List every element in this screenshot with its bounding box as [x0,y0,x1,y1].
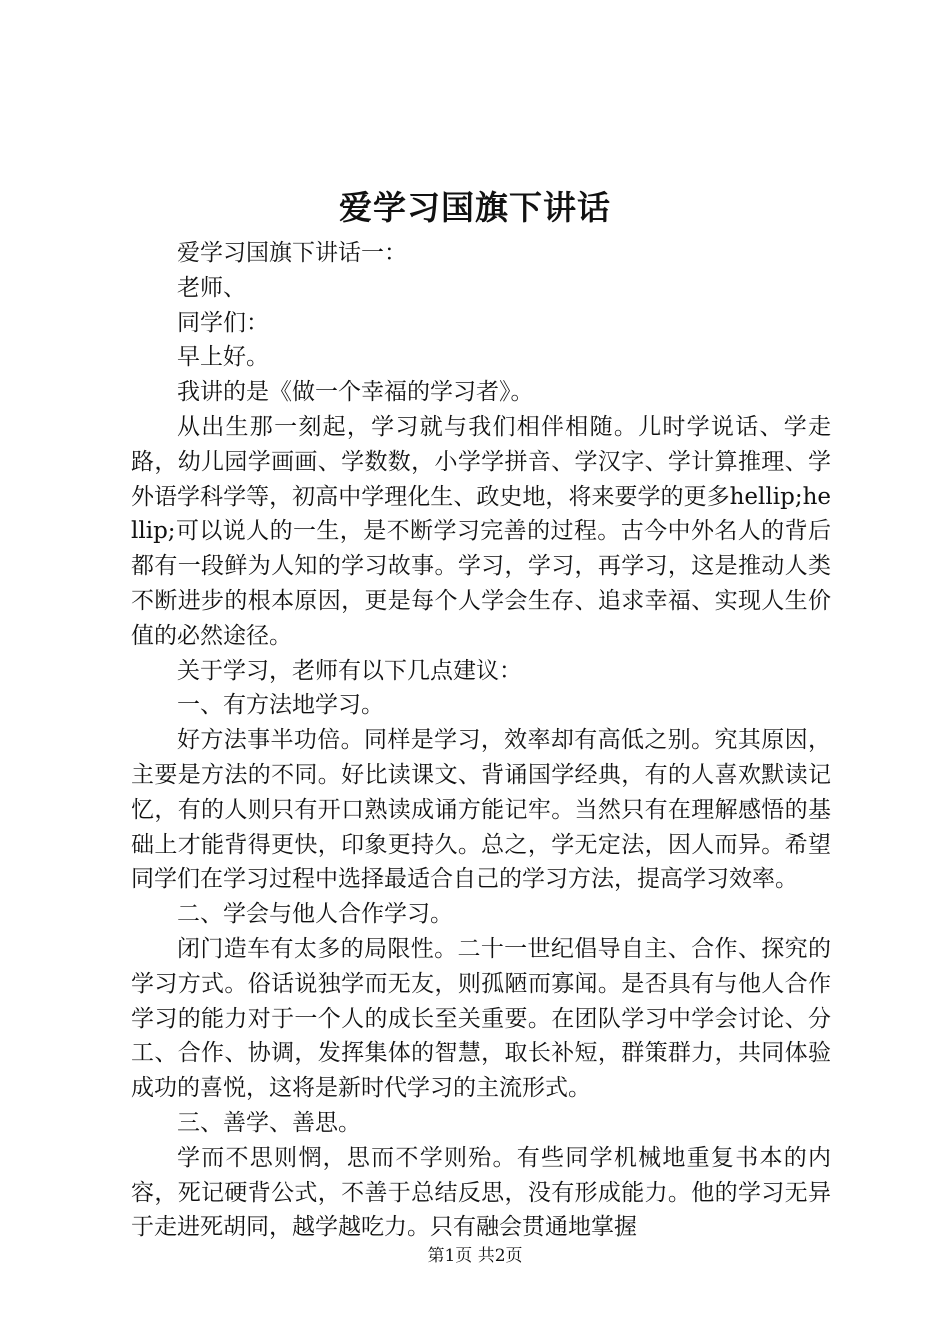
paragraph-greeting-teachers: 老师、 [177,274,246,301]
document-title: 爱学习国旗下讲话 [339,188,611,227]
page-number-footer: 第1页 共2页 [427,1246,523,1266]
paragraph-section-1: 好方法事半功倍。同样是学习，效率却有高低之别。究其原因，主要是方法的不同。好比读课文、背诵国学经典，有的人喜欢默读记忆，有的人则只有开口熟读成诵方能记牢。当然只有在理解感悟的基础上才能背得更快，印象更持久。总之，学无定法，因人而异。希望同学们在学习过程中选择最适合自己的学习方法，提高学习效率。 [131,727,831,893]
paragraph-heading-line: 爱学习国旗下讲话一： [177,240,407,266]
paragraph-section-2: 闭门造车有太多的局限性。二十一世纪倡导自主、合作、探究的学习方式。俗话说独学而无友，则孤陋而寡闻。是否具有与他人合作学习的能力对于一个人的成长至关重要。在团队学习中学会讨论、分工、合作、协调，发挥集体的智慧，取长补短，群策群力，共同体验成功的喜悦，这将是新时代学习的主流形式。 [131,935,831,1102]
paragraph-greeting-students: 同学们： [177,309,269,336]
paragraph-intro: 从出生那一刻起，学习就与我们相伴相随。儿时学说话、学走路，幼儿园学画画、学数数，小学学拼音、学汉字、学计算推理、学外语学科学等，初高中学理化生、政史地，将来要学的更多hellip;hellip;可以说人的一生，是不断学习完善的过程。古今中外名人的背后都有一段鲜为人知的学习故事。学习，学习，再学习，这是推动人类不断进步的根本原因，更是每个人学会生存、追求幸福、实现人生价值的必然途径。 [131,413,831,649]
paragraph-section-3: 学而不思则惘，思而不学则殆。有些同学机械地重复书本的内容，死记硬背公式，不善于总结反思，没有形成能力。他的学习无异于走进死胡同，越学越吃力。只有融会贯通地掌握 [131,1144,831,1241]
paragraph-good-morning: 早上好。 [177,344,269,371]
section-heading-1: 一、有方法地学习。 [177,692,384,719]
document-body [131,236,831,1245]
section-heading-2: 二、学会与他人合作学习。 [177,901,453,928]
section-heading-3: 三、善学、善思。 [177,1109,361,1136]
paragraph-suggestions-lead: 关于学习，老师有以下几点建议： [177,657,522,684]
paragraph-speech-topic: 我讲的是《做一个幸福的学习者》。 [177,379,534,406]
